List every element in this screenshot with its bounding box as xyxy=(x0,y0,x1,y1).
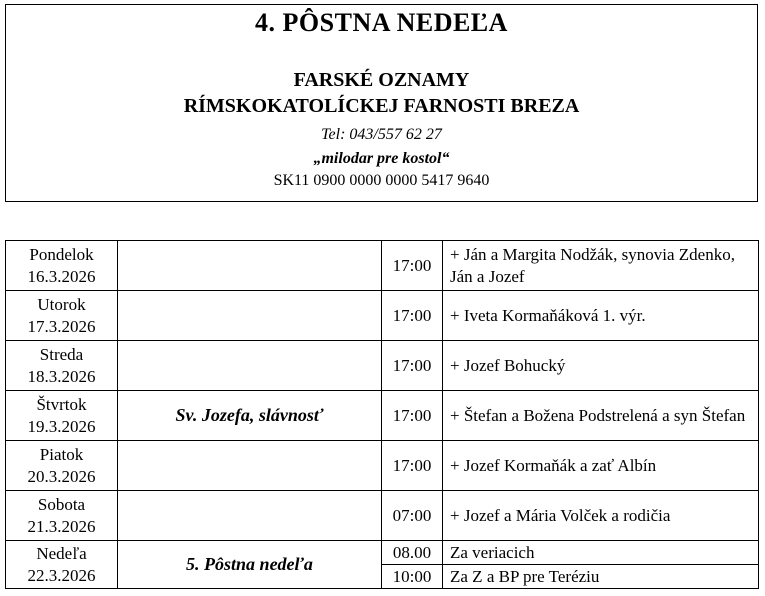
schedule-row-monday xyxy=(6,241,759,291)
day-date: 17.3.2026 xyxy=(27,316,96,336)
feast-cell xyxy=(118,241,382,291)
feast-cell xyxy=(118,341,382,391)
mass-time: 17:00 xyxy=(382,391,443,441)
mass-time: 17:00 xyxy=(382,291,443,341)
feast-cell xyxy=(118,291,382,341)
mass-time: 17:00 xyxy=(382,441,443,491)
announcement-header xyxy=(5,4,758,202)
day-cell xyxy=(6,341,118,391)
mass-intention: + Iveta Kormaňáková 1. výr. xyxy=(443,291,759,341)
schedule-row-wednesday xyxy=(6,341,759,391)
day-date: 16.3.2026 xyxy=(27,266,96,286)
day-cell xyxy=(6,241,118,291)
day-cell xyxy=(6,491,118,541)
mass-time: 17:00 xyxy=(382,341,443,391)
day-date: 19.3.2026 xyxy=(27,416,96,436)
day-name: Utorok xyxy=(37,294,86,314)
day-name: Štvrtok xyxy=(36,394,87,414)
day-date: 22.3.2026 xyxy=(27,565,96,585)
mass-intention: + Štefan a Božena Podstrelená a syn Štefan xyxy=(443,391,759,441)
mass-schedule-table xyxy=(5,240,759,589)
day-name: Streda xyxy=(39,344,84,364)
schedule-row-thursday xyxy=(6,391,759,441)
day-name: Pondelok xyxy=(29,244,94,264)
schedule-row-friday xyxy=(6,441,759,491)
mass-intention: + Ján a Margita Nodžák, synovia Zdenko, Ján a Jozef xyxy=(443,241,759,291)
day-name: Nedeľa xyxy=(36,543,87,563)
day-cell xyxy=(6,541,118,589)
day-cell xyxy=(6,291,118,341)
parish-name: RÍMSKOKATOLÍCKEJ FARNOSTI BREZA xyxy=(183,95,580,117)
mass-time: 07:00 xyxy=(382,491,443,541)
announcements-heading: FARSKÉ OZNAMY xyxy=(293,69,470,91)
mass-intention: Za Z a BP pre Teréziu xyxy=(443,565,759,589)
page-title: 4. PÔSTNA NEDEĽA xyxy=(255,8,508,37)
day-name: Piatok xyxy=(39,444,84,464)
feast-cell xyxy=(118,491,382,541)
feast-cell: Sv. Jozefa, slávnosť xyxy=(118,391,382,441)
day-date: 21.3.2026 xyxy=(27,516,96,536)
feast-cell: 5. Pôstna nedeľa xyxy=(118,541,382,589)
schedule-row-tuesday xyxy=(6,291,759,341)
mass-intention: Za veriacich xyxy=(443,541,759,565)
day-date: 20.3.2026 xyxy=(27,466,96,486)
mass-time: 08.00 xyxy=(382,541,443,565)
mass-intention: + Jozef Kormaňák a zať Albín xyxy=(443,441,759,491)
day-date: 18.3.2026 xyxy=(27,366,96,386)
day-name: Sobota xyxy=(37,494,86,514)
mass-time: 10:00 xyxy=(382,565,443,589)
mass-intention: + Jozef Bohucký xyxy=(443,341,759,391)
iban-number: SK11 0900 0000 0000 5417 9640 xyxy=(273,172,490,189)
phone-number: Tel: 043/557 62 27 xyxy=(321,126,442,143)
schedule-row-saturday xyxy=(6,491,759,541)
day-cell xyxy=(6,441,118,491)
day-cell xyxy=(6,391,118,441)
donation-label: „milodar pre kostol“ xyxy=(313,150,450,167)
mass-intention: + Jozef a Mária Volček a rodičia xyxy=(443,491,759,541)
feast-cell xyxy=(118,441,382,491)
mass-time: 17:00 xyxy=(382,241,443,291)
schedule-row-sunday xyxy=(6,541,759,565)
